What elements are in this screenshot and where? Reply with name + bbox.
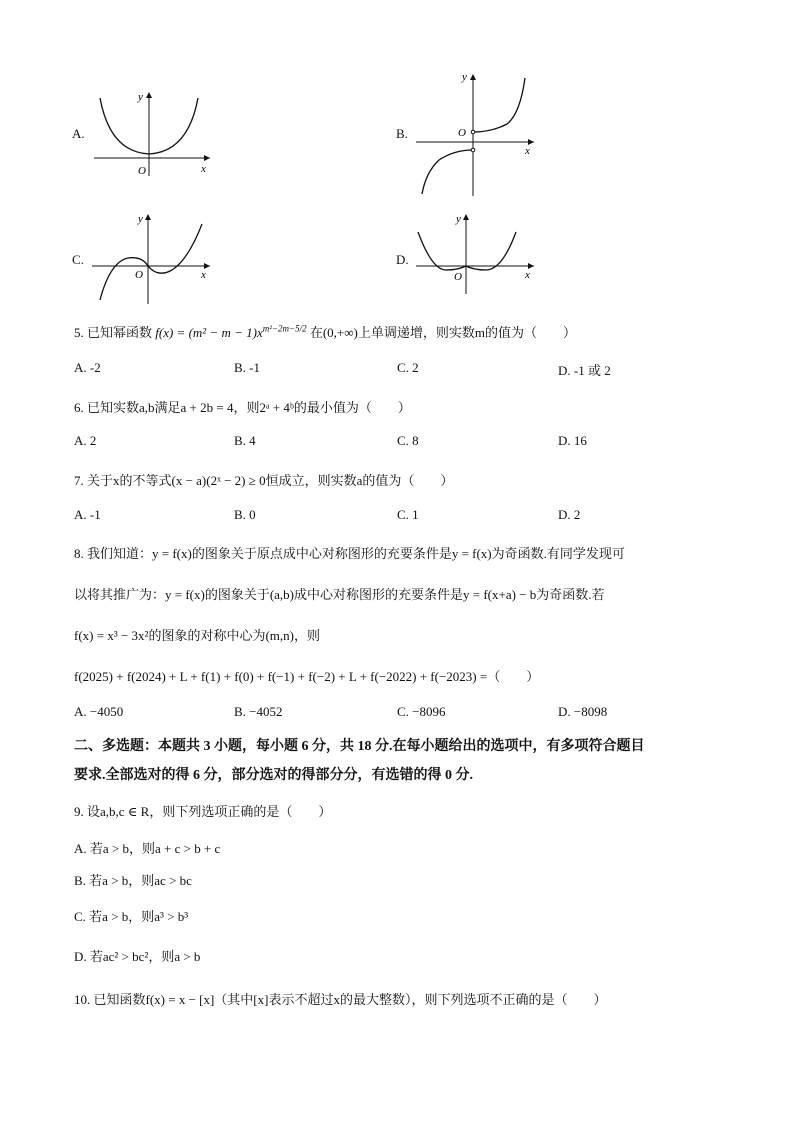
graph-b-origin: O: [458, 127, 466, 139]
question-5: [74, 322, 576, 341]
graph-a-y-label: y: [138, 91, 143, 103]
graph-a-origin: O: [138, 165, 146, 177]
question-7: 7. 关于x的不等式(x − a)(2ˣ − 2) ≥ 0恒成立，则实数a的值为（ ）: [74, 473, 454, 488]
q9-option-a: A. 若a > b，则a + c > b + c: [74, 841, 221, 856]
graph-d-origin: O: [454, 271, 462, 283]
q9-option-d: D. 若ac² > bc²，则a > b: [74, 949, 201, 964]
q8-option-d: D. −8098: [558, 704, 608, 719]
question-8-line-4: f(2025) + f(2024) + L + f(1) + f(0) + f(−1) + f(−2) + L + f(−2022) + f(−2023) =（ ）: [74, 669, 540, 684]
q6-option-d: D. 16: [558, 433, 587, 448]
q5-post: 在(0,+∞)上单调递增，则实数m的值为（ ）: [309, 325, 576, 340]
q5-option-a: A. -2: [74, 360, 101, 375]
option-b-label: B.: [396, 126, 408, 141]
section-2-heading-line-2: 要求.全部选对的得 6 分，部分选对的得部分分，有选错的得 0 分.: [74, 768, 473, 783]
graph-b: [412, 68, 542, 198]
q6-option-a: A. 2: [74, 433, 97, 448]
q9-option-b: B. 若a > b，则ac > bc: [74, 873, 192, 888]
graph-c-x-label: x: [201, 269, 206, 281]
graph-d-y-label: y: [456, 213, 461, 225]
question-9: 9. 设a,b,c ∈ R，则下列选项正确的是（ ）: [74, 804, 332, 819]
question-8-line-3: f(x) = x³ − 3x²的图象的对称中心为(m,n)，则: [74, 628, 320, 643]
q5-exponent: m²−2m−5/2: [262, 323, 307, 334]
graph-d: [412, 210, 542, 296]
graph-a-x-label: x: [201, 163, 206, 175]
graph-d-x-label: x: [525, 269, 530, 281]
q6-option-c: C. 8: [397, 433, 419, 448]
q5-option-d: D. -1 或 2: [558, 363, 611, 378]
question-8-line-1: 8. 我们知道：y = f(x)的图象关于原点成中心对称图形的充要条件是y = f(x)为奇函数.有同学发现可: [74, 546, 625, 561]
question-6: 6. 已知实数a,b满足a + 2b = 4，则2ᵃ + 4ᵇ的最小值为（ ）: [74, 400, 411, 415]
graph-c-origin: O: [135, 269, 143, 281]
q5-option-c: C. 2: [397, 360, 419, 375]
question-10: 10. 已知函数f(x) = x − [x]（其中[x]表示不超过x的最大整数），则下列选项不正确的是（ ）: [74, 992, 607, 1007]
option-d-label: D.: [396, 252, 409, 267]
graph-b-x-label: x: [525, 145, 530, 157]
q7-option-a: A. -1: [74, 507, 101, 522]
question-8-line-2: 以将其推广为：y = f(x)的图象关于(a,b)成中心对称图形的充要条件是y = f(x+a) − b为奇函数.若: [74, 587, 605, 602]
option-a-label: A.: [72, 126, 85, 141]
option-c-label: C.: [72, 252, 84, 267]
q6-option-b: B. 4: [234, 433, 256, 448]
q8-option-a: A. −4050: [74, 704, 124, 719]
section-2-heading-line-1: 二、多选题：本题共 3 小题，每小题 6 分，共 18 分.在每小题给出的选项中，有多项符合题目: [74, 739, 645, 754]
q5-option-b: B. -1: [234, 360, 260, 375]
q5-pre: 已知幂函数: [87, 325, 153, 340]
q7-option-b: B. 0: [234, 507, 256, 522]
q8-option-b: B. −4052: [234, 704, 283, 719]
q9-option-c: C. 若a > b，则a³ > b³: [74, 909, 189, 924]
q8-option-c: C. −8096: [397, 704, 446, 719]
graph-c-y-label: y: [138, 213, 143, 225]
graph-b-y-label: y: [462, 71, 467, 83]
graph-a: [88, 88, 218, 180]
q5-function: f(x) = (m² − m − 1)x: [155, 325, 263, 340]
q7-option-c: C. 1: [397, 507, 419, 522]
q7-option-d: D. 2: [558, 507, 581, 522]
graph-c: [88, 210, 218, 306]
q5-number: 5.: [74, 325, 84, 340]
